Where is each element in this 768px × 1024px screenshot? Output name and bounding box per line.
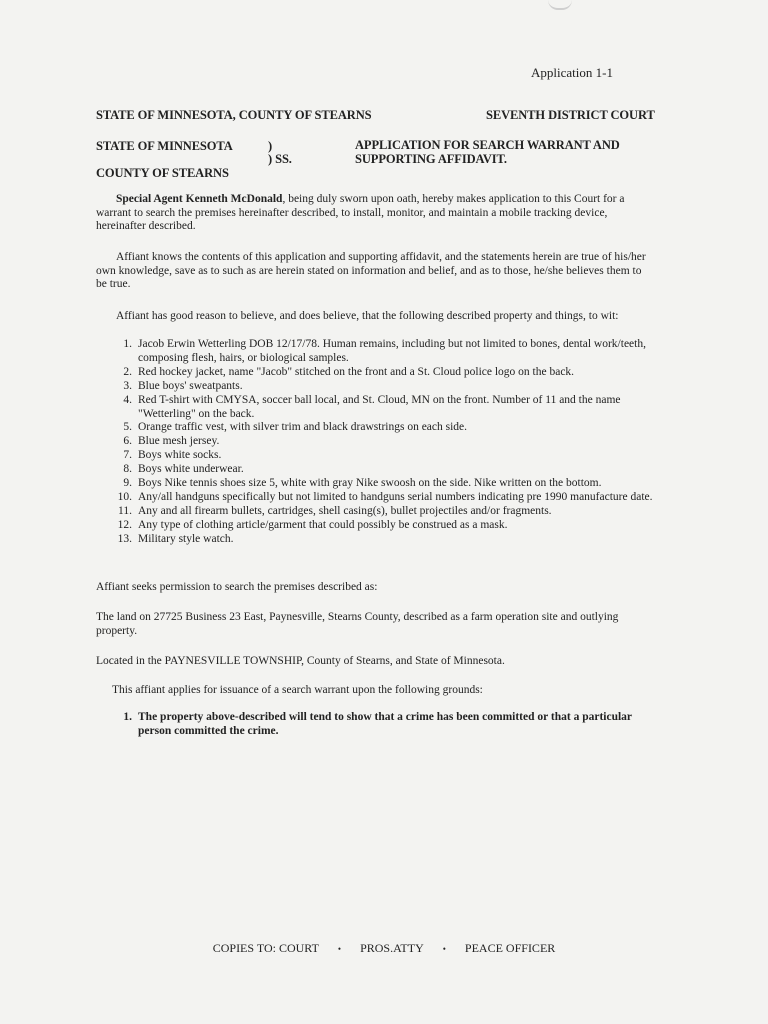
- copies-peace-officer: PEACE OFFICER: [464, 941, 556, 955]
- list-item: 8. Boys white underwear.: [123, 463, 244, 476]
- bullet-separator: •: [337, 944, 342, 954]
- caption-county: COUNTY OF STEARNS: [96, 166, 229, 180]
- location-paragraph: Located in the PAYNESVILLE TOWNSHIP, County of Stearns, and State of Minnesota.: [96, 655, 505, 667]
- bullet-separator: •: [442, 944, 446, 954]
- intro-text: , being duly sworn upon oath, hereby makes application to this Court for a warrant to search the premises hereinafter described, to install, monitor, and maintain a mobile tracking device, hereinafter described.: [96, 193, 625, 233]
- grounds-intro: This affiant applies for issuance of a search warrant upon the following grounds:: [112, 684, 483, 696]
- copies-to-court: COPIES TO: COURT: [212, 941, 319, 955]
- list-item: 13. Military style watch.: [117, 532, 234, 545]
- property-list: [96, 338, 656, 547]
- grounds-list: [96, 711, 656, 739]
- document-title: APPLICATION FOR SEARCH WARRANT AND SUPPORTING AFFIDAVIT.: [355, 138, 620, 166]
- search-permission-paragraph: Affiant seeks permission to search the premises described as:: [96, 581, 378, 593]
- venue-heading: STATE OF MINNESOTA, COUNTY OF STEARNS: [96, 108, 372, 122]
- caption-state: STATE OF MINNESOTA: [96, 139, 233, 153]
- list-item: 3. Blue boys' sweatpants.: [123, 379, 243, 392]
- list-item: 6. Blue mesh jersey.: [123, 435, 220, 448]
- list-item: 1. Jacob Erwin Wetterling DOB 12/17/78. Human remains, including but not limited to bones, dental work/teeth, composing flesh, hairs, or biological samples.: [123, 338, 646, 364]
- list-item: 10. Any/all handguns specifically but not limited to handguns serial numbers indicating pre 1990 manufacture date.: [117, 490, 653, 503]
- list-item: 4. Red T-shirt with CMYSA, soccer ball local, and St. Cloud, MN on the front. Number of 11 and the name "Wetterling" on the back.: [123, 393, 621, 420]
- copies-footer: [0, 941, 768, 956]
- intro-paragraph: [96, 193, 652, 234]
- list-item: 5. Orange traffic vest, with silver trim and black drawstrings on each side.: [123, 421, 468, 434]
- scan-artifact: [548, 0, 572, 10]
- affiant-name: Special Agent Kenneth McDonald: [116, 193, 283, 205]
- knowledge-paragraph: Affiant knows the contents of this application and supporting affidavit, and the statements herein are true of his/her own knowledge, save as to such as are herein stated on information and belief, and as to those, he/she believes them to be true.: [96, 251, 646, 291]
- list-item: 9. Boys Nike tennis shoes size 5, white with gray Nike swoosh on the side. Nike written on the bottom.: [123, 477, 602, 490]
- belief-paragraph: Affiant has good reason to believe, and does believe, that the following described property and things, to wit:: [116, 310, 619, 322]
- court-heading: SEVENTH DISTRICT COURT: [486, 108, 655, 122]
- list-item: 7. Boys white socks.: [123, 449, 222, 462]
- list-item: 11. Any and all firearm bullets, cartridges, shell casing(s), bullet projectiles and/or fragments.: [118, 504, 552, 517]
- copies-pros-atty: PROS.ATTY: [360, 941, 424, 955]
- caption-ss: ) SS.: [268, 152, 292, 166]
- list-item: 12. Any type of clothing article/garment that could possibly be construed as a mask.: [117, 518, 508, 531]
- list-item: 2. Red hockey jacket, name "Jacob" stitched on the front and a St. Cloud police logo on the back.: [123, 365, 575, 378]
- premises-description: The land on 27725 Business 23 East, Paynesville, Stearns County, described as a farm operation site and outlying property.: [96, 611, 619, 637]
- list-item: 1. The property above-described will tend to show that a crime has been committed or that a particular person committed the crime.: [123, 711, 632, 737]
- caption-paren: ): [268, 139, 273, 153]
- application-number: Application 1-1: [531, 65, 613, 80]
